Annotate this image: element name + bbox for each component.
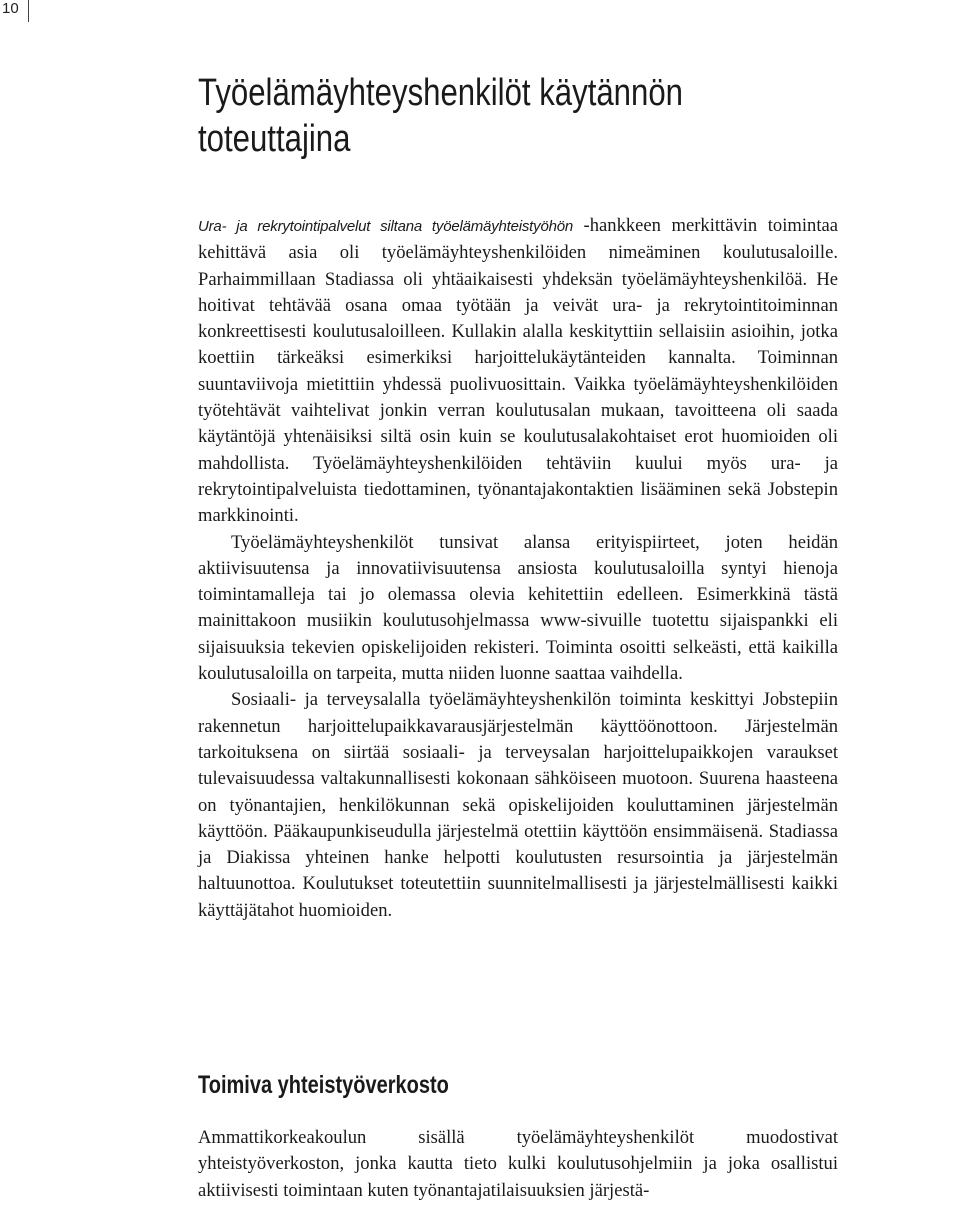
page-number-divider (28, 0, 29, 22)
page-title (198, 70, 683, 162)
intro-paragraph-2: Työelämäyhteyshenkilöt tunsivat alansa erityispiirteet, joten heidän aktiivisuutensa ja innovatiivisuutensa ansiosta koulutusaloilla syntyi hienoja toimintamalleja tai jo olemassa olevia kehitettiin edelleen. Esimerkkinä tästä mainittakoon musiikin koulutusohjelmassa www-sivuille tuotettu sijaispankki eli sijaisuuksia tekevien opiskelijoiden rekisteri. Toiminta osoitti selkeästi, että kaikilla koulutusaloilla on tarpeita, mutta niiden luonne saattaa vaihdella. (198, 531, 838, 685)
project-name: Ura- ja rekrytointipalvelut siltana työelämäyhteistyöhön (198, 218, 574, 235)
page-title-line-2: toteuttajina (198, 118, 351, 160)
page-number: 10 (2, 0, 19, 17)
intro-paragraph-1 (198, 213, 838, 530)
intro-paragraph-1-text: -hankkeen merkittävin toimintaa kehittävä asia oli työelämäyhteyshenkilöiden nimeäminen koulutusaloille. Parhaimmillaan Stadiassa oli yhtäaikaisesti yhdeksän työelämäyhteyshenkilöä. He hoitivat tehtävää osana omaa työtään ja veivät ura- ja rekrytointitoiminnan konkreettisesti koulutusaloilleen. Kullakin alalla keskityttiin sellaisiin asioihin, jotka koettiin tärkeäksi esimerkiksi harjoittelukäytänteiden kannalta. Toiminnan suuntaviivoja mietittiin yhdessä puolivuosittain. Vaikka työelämäyhteyshenkilöiden työtehtävät vaihtelivat jonkin verran koulutusalan mukaan, tavoitteena oli saada käytäntöjä yhtenäisiksi siltä osin kuin se koulutusalakohtaiset erot huomioiden oli mahdollista. Työelämäyhteyshenkilöiden tehtäviin kuului myös ura- ja rekrytointipalveluista tiedottaminen, työnantajakontaktien lisääminen sekä Jobstepin markkinointi. (198, 215, 838, 527)
page-title-line-1: Työelämäyhteyshenkilöt käytännön (198, 72, 684, 114)
section-text-block (198, 1125, 838, 1204)
section-paragraph-1: Ammattikorkeakoulun sisällä työelämäyhteyshenkilöt muodostivat yhteistyöverkoston, jonka kautta tieto kulki koulutusohjelmiin ja joka osallistui aktiivisesti toimintaan kuten työnantajatilaisuuksien järjestä- (198, 1127, 838, 1201)
section-heading: Toimiva yhteistyöverkosto (198, 1071, 449, 1099)
intro-paragraph-3: Sosiaali- ja terveysalalla työelämäyhteyshenkilön toiminta keskittyi Jobstepiin rakennetun harjoittelupaikkavarausjärjestelmän käyttöönottoon. Järjestelmän tarkoituksena on siirtää sosiaali- ja terveysalan harjoittelupaikkojen varaukset tulevaisuudessa valtakunnallisesti kokonaan sähköiseen muotoon. Suurena haasteena on työnantajien, henkilökunnan sekä opiskelijoiden kouluttaminen järjestelmän käyttöön. Pääkaupunkiseudulla järjestelmä otettiin käyttöön ensimmäisenä. Stadiassa ja Diakissa yhteinen hanke helpotti koulutusten resursointia ja järjestelmän haltuunottoa. Koulutukset toteutettiin suunnitelmallisesti ja järjestelmällisesti kaikki käyttäjätahot huomioiden. (198, 689, 838, 921)
intro-text-block (198, 213, 838, 924)
